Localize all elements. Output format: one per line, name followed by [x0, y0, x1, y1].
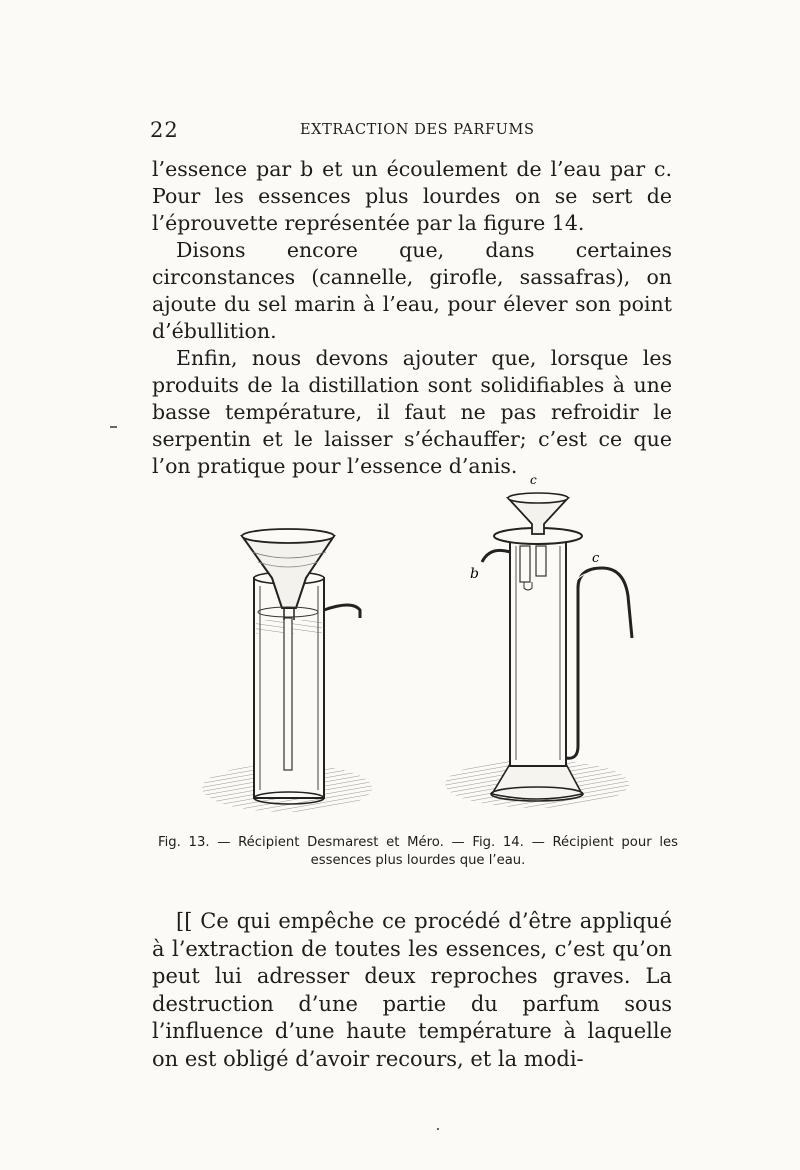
figure-illustration [192, 468, 652, 824]
figure-svg [192, 468, 652, 824]
fig14-receiver [445, 473, 632, 808]
fig14-label-b: b [470, 566, 479, 582]
fig14-spout-b [482, 550, 510, 562]
paragraph: l’essence par b et un écoulement de l’eau par c. Pour les essences plus lourdes on se sert de l’éprouvette représentée par la figure 14. [152, 157, 672, 235]
running-head: EXTRACTION DES PARFUMS [300, 122, 535, 138]
fig14-label-top: c [530, 473, 537, 487]
fig14-siphon-tube-c [566, 568, 632, 758]
body-text-bottom [152, 908, 672, 1073]
fig13-side-spout [324, 605, 360, 618]
page-number: 22 [150, 118, 179, 142]
fig14-label-c: c [592, 551, 600, 566]
paragraph: [[ Ce qui empêche ce procédé d’être appliqué à l’extraction de toutes les essences, c’est qu’on peut lui adresser deux reproches graves. La destruction d’une partie du parfum sous l’influence d’une haute température à laquelle on est obligé d’avoir recours, et la modi- [152, 909, 672, 1071]
fig13-receiver [202, 529, 372, 812]
ink-speck [437, 1128, 439, 1130]
caption-line-2: essences plus lourdes que l’eau. [310, 853, 526, 868]
figure-caption [158, 834, 678, 870]
caption-line-1: Fig. 13. — Récipient Desmarest et Méro. — Fig. 14. — Récipient pour les [158, 835, 678, 850]
body-text-top [152, 156, 672, 480]
ink-speck [110, 426, 117, 428]
paragraph: Disons encore que, dans certaines circonstances (cannelle, girofle, sassafras), on ajoute du sel marin à l’eau, pour élever son point d’ébullition. [152, 238, 672, 343]
paragraph: Enfin, nous devons ajouter que, lorsque les produits de la distillation sont solidifiables à une basse température, il faut ne pas refroidir le serpentin et le laisser s’échauffer; c’est ce que l’on pratique pour l’essence d’anis. [152, 346, 672, 478]
fig13-inner-tube [284, 618, 292, 770]
